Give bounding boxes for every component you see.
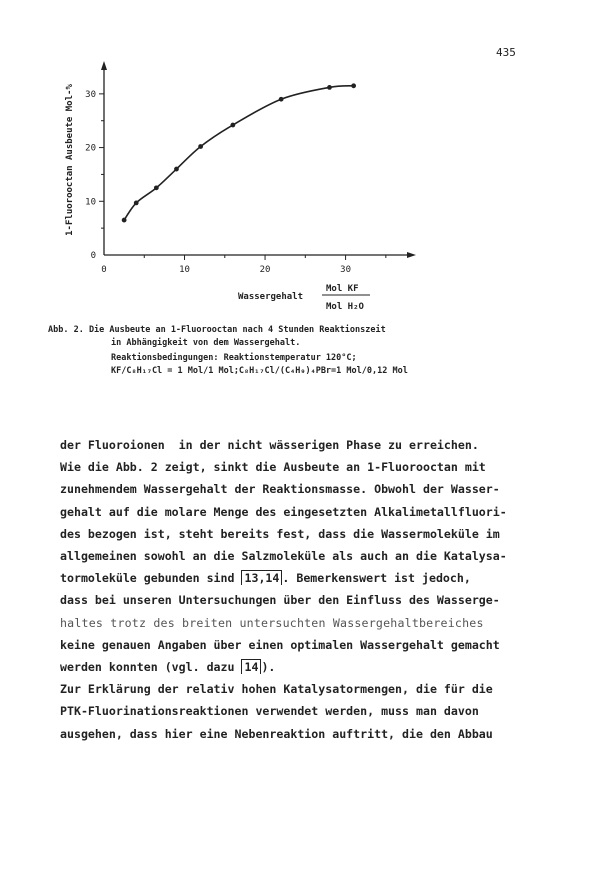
x-tick-label: 20 <box>259 265 271 275</box>
citation-13-14: 13,14 <box>241 570 282 585</box>
data-point <box>198 144 203 149</box>
body-line-8: dass bei unseren Untersuchungen über den Einfluss des Wasserge- <box>60 593 500 608</box>
caption-line-3: Reaktionsbedingungen: Reaktionstemperatur 120°C; <box>111 353 357 363</box>
x-axis-arrow <box>407 252 416 258</box>
x-axis-fraction-denominator: Mol H₂O <box>326 302 364 312</box>
body-line-5: des bezogen ist, steht bereits fest, dass die Wassermoleküle im <box>60 526 500 541</box>
chart-axes <box>101 61 416 258</box>
body-line-11 <box>60 656 530 678</box>
body-line-9: haltes trotz des breiten untersuchten Wassergehaltbereiches <box>60 615 484 630</box>
body-line-2: Wie die Abb. 2 zeigt, sinkt die Ausbeute an 1-Fluorooctan mit <box>60 460 486 475</box>
body-line-10: keine genauen Angaben über einen optimalen Wassergehalt gemacht <box>60 637 500 652</box>
body-text <box>60 434 530 745</box>
body-line-6: allgemeinen sowohl an die Salzmoleküle als auch an die Katalysa- <box>60 549 507 564</box>
body-line-7b: . Bemerkenswert ist jedoch, <box>282 571 471 586</box>
data-point <box>230 123 235 128</box>
y-axis-arrow <box>101 61 107 70</box>
x-tick-label: 30 <box>340 265 352 275</box>
y-tick-label: 0 <box>90 251 96 261</box>
y-tick-label: 10 <box>85 197 96 208</box>
data-point <box>351 83 356 88</box>
body-line-7a: tormoleküle gebunden sind <box>60 571 242 586</box>
data-point <box>134 200 139 205</box>
y-axis-label: 1-Fluorooctan Ausbeute Mol-% <box>65 84 75 236</box>
chart-ticks <box>85 90 386 275</box>
x-axis-fraction-numerator: Mol KF <box>326 284 359 294</box>
caption-line-4: KF/C₈H₁₇Cl = 1 Mol/1 Mol;C₈H₁₇Cl/(C₄H₉)₄PBr=1 Mol/0,12 Mol <box>111 365 408 376</box>
y-tick-label: 20 <box>85 143 96 154</box>
body-line-3: zunehmendem Wassergehalt der Reaktionsmasse. Obwohl der Wasser- <box>60 482 500 497</box>
caption-line-1: Abb. 2. Die Ausbeute an 1-Fluorooctan nach 4 Stunden Reaktionszeit <box>48 325 386 335</box>
x-tick-label: 10 <box>179 265 190 275</box>
body-line-12: Zur Erklärung der relativ hohen Katalysatormengen, die für die <box>60 682 493 697</box>
body-line-14: ausgehen, dass hier eine Nebenreaktion auftritt, die den Abbau <box>60 726 493 741</box>
body-line-7 <box>60 567 530 589</box>
yield-curve <box>124 86 354 220</box>
data-point <box>327 85 332 90</box>
body-line-11b: ). <box>261 660 276 675</box>
chart-series <box>122 83 356 222</box>
y-tick-label: 30 <box>85 89 96 100</box>
yield-vs-water-chart <box>0 0 593 330</box>
x-tick-label: 0 <box>101 265 107 275</box>
data-point <box>154 185 159 190</box>
figure-caption <box>48 324 408 377</box>
body-line-11a: werden konnten (vgl. dazu <box>60 660 242 675</box>
citation-14: 14 <box>241 659 261 674</box>
page-number: 435 <box>496 46 516 59</box>
x-axis-label: Wassergehalt <box>238 292 304 302</box>
data-point <box>279 97 284 102</box>
body-line-4: gehalt auf die molare Menge des eingesetzten Alkalimetallfluori- <box>60 504 507 519</box>
data-point <box>122 218 127 223</box>
body-line-1: der Fluoroionen in der nicht wässerigen Phase zu erreichen. <box>60 438 479 452</box>
body-line-13: PTK-Fluorinationsreaktionen verwendet werden, muss man davon <box>60 704 479 719</box>
data-point <box>174 167 179 172</box>
caption-line-2: in Abhängigkeit von dem Wassergehalt. <box>111 337 301 348</box>
